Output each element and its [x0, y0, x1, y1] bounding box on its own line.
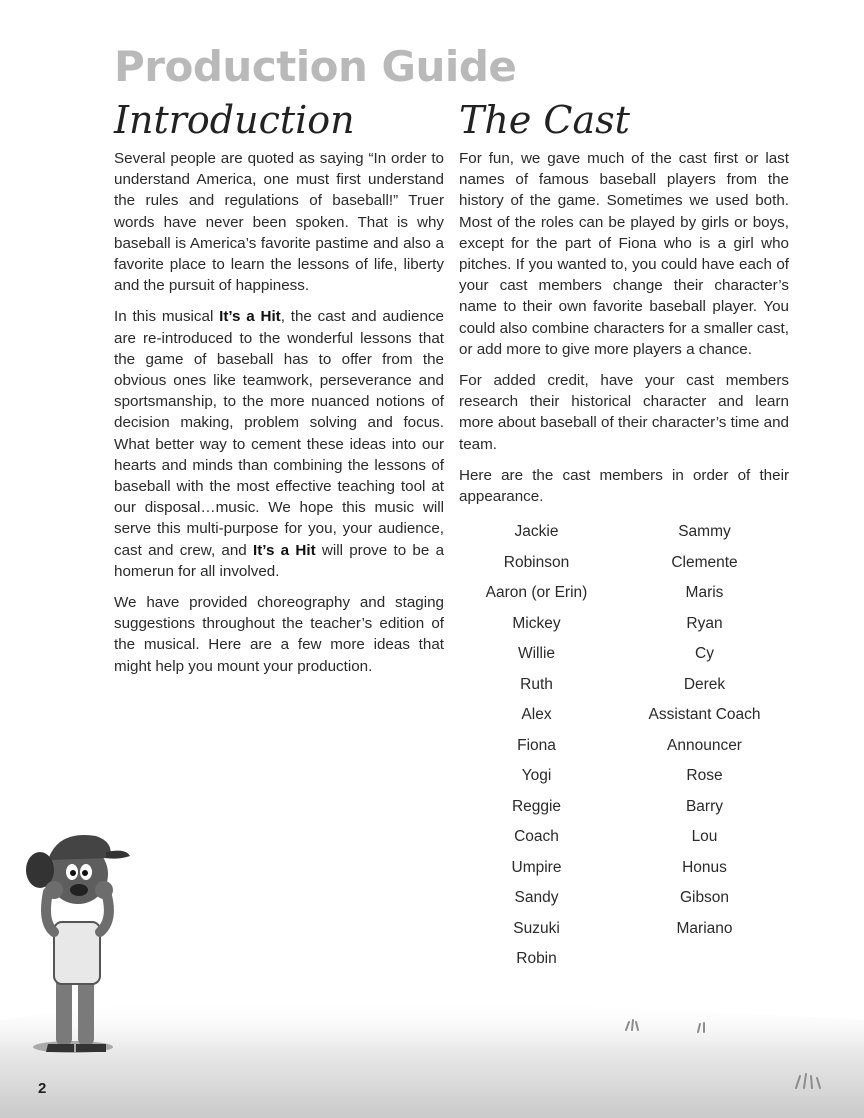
cast-member: Sammy [678, 523, 731, 540]
cast-member: Derek [683, 675, 726, 693]
cast-member: Robinson [503, 553, 570, 571]
page-title: Production Guide [114, 42, 517, 91]
cast-member: Ruth [520, 675, 553, 693]
cast-member: Aaron (or Erin) [485, 584, 588, 601]
baseball-player-illustration [18, 812, 148, 1072]
cast-member: Mariano [676, 919, 733, 937]
cast-member: Assistant Coach [648, 706, 761, 723]
cast-member: Yogi [521, 767, 552, 784]
cast-member: Maris [685, 584, 724, 601]
cast-member: Announcer [667, 736, 742, 754]
introduction-column [114, 148, 444, 687]
cast-member: Clemente [671, 553, 738, 571]
cast-paragraph-1: For fun, we gave much of the cast first or last names of famous baseball players from the history of the game. Sometimes we used both. Most of the roles can be played by girls or boys, except for the part of Fiona who is a girl who pitches. If you wanted to, you could have each of your cast members change their character’s name to their own favorite baseball player. You could also combine characters for a smaller cast, or add more to give more players a chance. [459, 150, 789, 358]
cast-member: Ryan [686, 614, 723, 632]
cast-list-column-b [622, 520, 787, 978]
cast-member: Suzuki [513, 919, 560, 937]
cast-member: Coach [514, 828, 559, 845]
cast-member: Jackie [514, 523, 559, 540]
cast-member: Reggie [511, 797, 562, 815]
intro-p2-text-a: In this musical [114, 308, 220, 326]
cast-member: Rose [686, 767, 723, 784]
cast-member: Willie [517, 645, 556, 662]
cast-member: Honus [682, 858, 727, 876]
cast-member: Cy [695, 645, 714, 662]
cast-member: Mickey [512, 614, 561, 632]
intro-paragraph-1: Several people are quoted as saying “In order to understand America, one must first understand the rules and regulations of baseball!” Truer words have never been spoken. That is why baseball is America’s favorite pastime and also a favorite place to learn the lessons of life, liberty and the pursuit of happiness. [114, 150, 444, 295]
cast-member: Barry [685, 797, 724, 815]
cast-column [459, 148, 789, 517]
cast-member: Fiona [517, 736, 556, 754]
intro-paragraph-3: We have provided choreography and staging suggestions throughout the teacher’s edition of the musical. Here are a few more ideas that might help you mount your production. [114, 594, 444, 675]
cast-member: Umpire [511, 858, 562, 876]
cast-member: Robin [516, 950, 557, 967]
page-number: 2 [38, 1080, 47, 1097]
show-title: It’s a Hit [219, 308, 281, 326]
cast-member: Gibson [679, 889, 730, 906]
cast-list-column-a [454, 520, 619, 978]
introduction-heading: Introduction [114, 98, 355, 142]
intro-p2-text-c: will prove to be a homerun for all involved. [114, 541, 445, 580]
cast-paragraph-3: Here are the cast members in order of their appearance. [459, 466, 789, 506]
intro-p2-text-b: , the cast and audience are re-introduced to the wonderful lessons that the game of baseball has to offer from the obvious ones like teamwork, perseverance and sportsmanship, to the more nuanced notions of decision making, problem solving and focus. What better way to cement these ideas into our hearts and minds than combining the lessons of baseball with the most effective teaching tool at our disposal…music. We hope this music will serve this multi-purpose for you, your audience, cast and crew, and [114, 308, 444, 559]
cast-member: Sandy [514, 889, 559, 906]
cast-paragraph-2: For added credit, have your cast members research their historical character and learn more about baseball of their character’s time and team. [459, 372, 789, 453]
cast-member: Lou [691, 828, 718, 845]
cast-list [459, 520, 789, 978]
intro-paragraph-2 [114, 306, 444, 582]
cast-member: Alex [521, 706, 552, 723]
show-title: It’s a Hit [253, 541, 316, 559]
cast-heading: The Cast [459, 98, 630, 142]
